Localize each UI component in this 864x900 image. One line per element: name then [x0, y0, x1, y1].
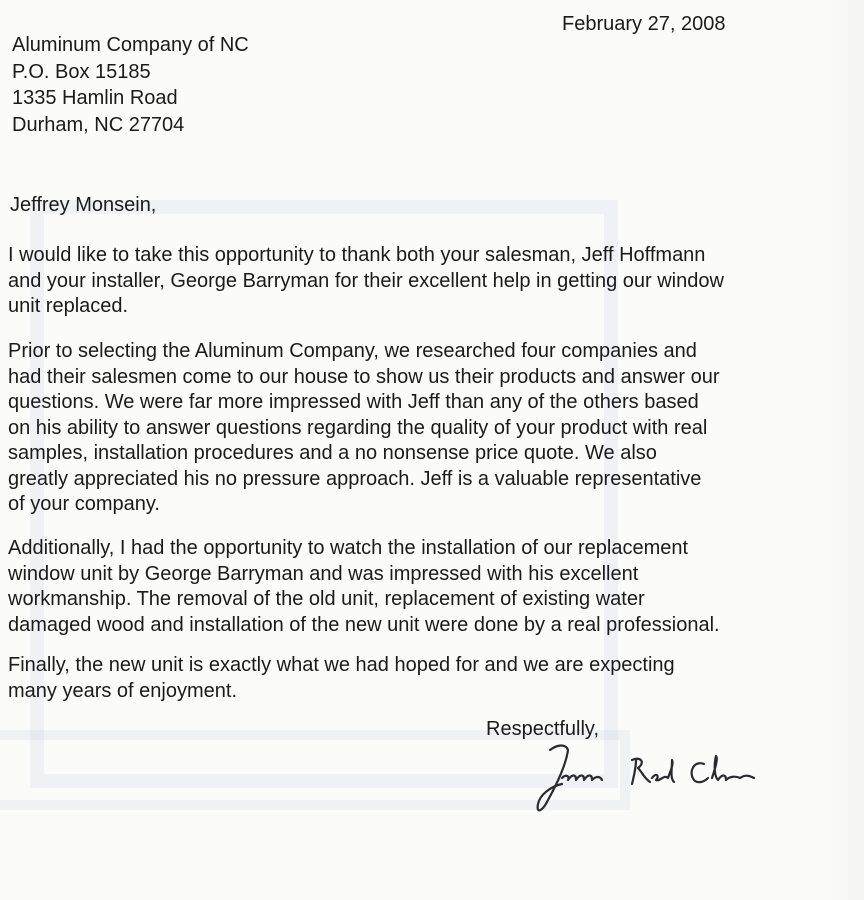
body-paragraph — [8, 653, 675, 704]
paragraph-line: greatly appreciated his no pressure approach. Jeff is a valuable representative — [8, 467, 702, 490]
paragraph-line: had their salesmen come to our house to show us their products and answer our — [8, 365, 720, 388]
letter-date: February 27, 2008 — [562, 13, 726, 35]
recipient-address — [12, 32, 249, 138]
paragraph-line: on his ability to answer questions regarding the quality of your product with real — [8, 416, 708, 439]
body-paragraph — [8, 339, 720, 518]
paragraph-line: and your installer, George Barryman for their excellent help in getting our window — [8, 269, 724, 292]
paragraph-line: Prior to selecting the Aluminum Company, we researched four companies and — [8, 340, 697, 362]
paragraph-line: unit replaced. — [8, 295, 129, 317]
paragraph-line: questions. We were far more impressed with Jeff than any of the others based — [8, 391, 699, 413]
paragraph-line: samples, installation procedures and a no nonsense price quote. We also — [8, 442, 657, 464]
closing: Respectfully, — [486, 718, 600, 740]
body-paragraph — [8, 243, 724, 320]
paragraph-line: many years of enjoyment. — [8, 679, 237, 702]
paragraph-line: window unit by George Barryman and was impressed with his excellent — [8, 562, 639, 585]
paragraph-line: of your company. — [8, 493, 160, 515]
paragraph-line: workmanship. The removal of the old unit, replacement of existing water — [8, 588, 645, 610]
paragraph-line: I would like to take this opportunity to thank both your salesman, Jeff Hoffmann — [8, 244, 706, 266]
address-line: Durham, NC 27704 — [12, 113, 185, 136]
salutation: Jeffrey Monsein, — [10, 194, 157, 216]
address-line: Aluminum Company of NC — [12, 34, 249, 56]
address-line: 1335 Hamlin Road — [12, 87, 178, 109]
scan-edge-shadow — [824, 0, 864, 900]
handwritten-signature — [528, 734, 778, 824]
paragraph-line: Additionally, I had the opportunity to watch the installation of our replacement — [8, 537, 689, 559]
body-paragraph — [8, 536, 720, 638]
paragraph-line: Finally, the new unit is exactly what we had hoped for and we are expecting — [8, 654, 675, 676]
address-line: P.O. Box 15185 — [12, 60, 151, 83]
paragraph-line: damaged wood and installation of the new unit were done by a real professional. — [8, 613, 720, 636]
